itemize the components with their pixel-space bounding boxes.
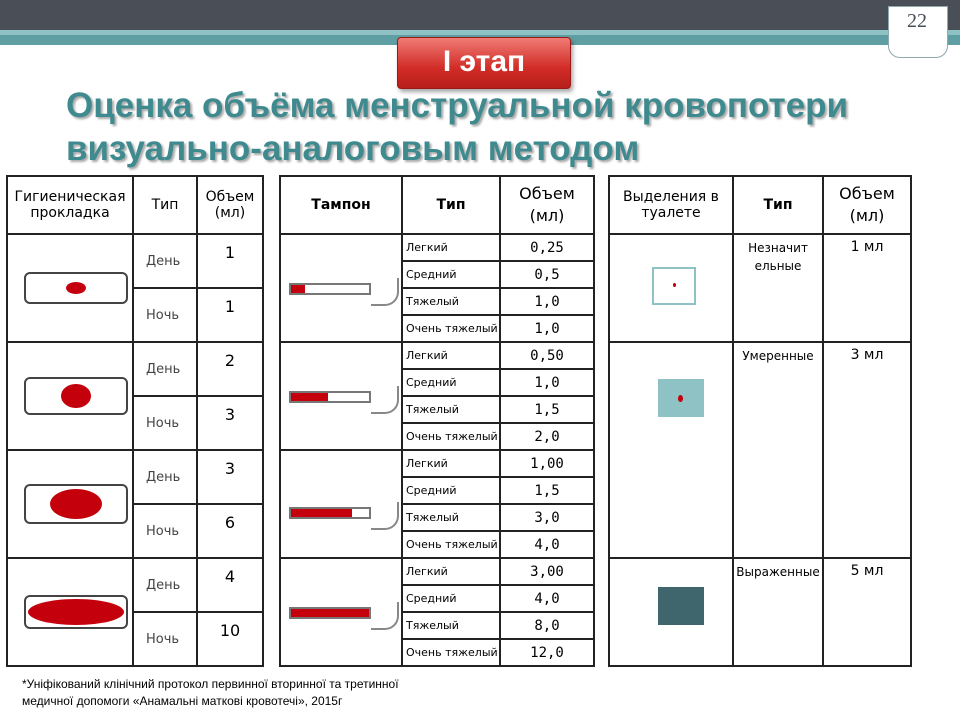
moderate-discharge-icon	[658, 379, 704, 417]
blood-spot-icon	[66, 282, 86, 294]
slide-number: 22	[907, 10, 927, 32]
toilet-type: Выраженные	[733, 558, 823, 666]
pad-icon	[24, 595, 128, 629]
pad-icon	[24, 272, 128, 304]
pad-image	[7, 450, 133, 558]
tampon-type: Легкий	[402, 234, 500, 261]
footnote-line-2: медичної допомоги «Анамальні маткові кровотечі», 2015г	[22, 694, 343, 708]
tampons-table	[279, 175, 595, 667]
tampon-volume: 1,0	[500, 315, 594, 342]
tampon-fill	[291, 393, 328, 401]
tampon-type: Легкий	[402, 558, 500, 585]
pad-volume: 2	[197, 342, 263, 396]
tampon-type: Легкий	[402, 450, 500, 477]
tampon-type: Очень тяжелый	[402, 423, 500, 450]
footnote	[22, 676, 582, 710]
pad-type: День	[133, 342, 197, 396]
tampon-type: Очень тяжелый	[402, 639, 500, 666]
tampon-volume: 0,50	[500, 342, 594, 369]
pad-volume: 4	[197, 558, 263, 612]
toilet-header-type: Тип	[733, 176, 823, 234]
pad-type: День	[133, 450, 197, 504]
slide-title	[66, 84, 926, 170]
tampon-type: Очень тяжелый	[402, 531, 500, 558]
toilet-table	[608, 175, 912, 667]
pad-icon	[24, 484, 128, 524]
pad-type: Ночь	[133, 612, 197, 666]
tampon-volume: 0,25	[500, 234, 594, 261]
tampon-fill	[291, 609, 369, 617]
tampon-volume: 4,0	[500, 531, 594, 558]
tampon-type: Тяжелый	[402, 504, 500, 531]
tampons-header-item: Тампон	[280, 176, 402, 234]
tampon-type: Легкий	[402, 342, 500, 369]
tampon-type: Тяжелый	[402, 612, 500, 639]
light-discharge-icon	[652, 267, 696, 305]
top-bar	[0, 0, 960, 30]
tampon-volume: 1,5	[500, 396, 594, 423]
tampons-header-volume: Объем (мл)	[500, 176, 594, 234]
tampon-volume: 3,0	[500, 504, 594, 531]
blood-spot-icon	[50, 489, 102, 519]
pads-table	[6, 175, 264, 667]
tampon-fill	[291, 509, 352, 517]
tampon-icon	[289, 391, 371, 403]
pad-volume: 10	[197, 612, 263, 666]
toilet-image	[609, 342, 733, 558]
tampon-type: Средний	[402, 477, 500, 504]
tampon-string-icon	[371, 278, 399, 306]
toilet-image	[609, 558, 733, 666]
pad-volume: 3	[197, 450, 263, 504]
pad-type: Ночь	[133, 504, 197, 558]
pad-icon	[24, 377, 128, 415]
pad-volume: 1	[197, 234, 263, 288]
tampon-volume: 2,0	[500, 423, 594, 450]
blood-spot-icon	[61, 384, 91, 408]
pad-type: День	[133, 234, 197, 288]
tampon-type: Очень тяжелый	[402, 315, 500, 342]
tampon-string-icon	[371, 386, 399, 414]
tampon-string-icon	[371, 602, 399, 630]
toilet-header-item: Выделения в туалете	[609, 176, 733, 234]
pad-volume: 1	[197, 288, 263, 342]
pad-volume: 6	[197, 504, 263, 558]
tampon-volume: 1,0	[500, 369, 594, 396]
toilet-volume: 1 мл	[823, 234, 911, 342]
tampon-volume: 1,0	[500, 288, 594, 315]
toilet-volume: 5 мл	[823, 558, 911, 666]
blood-spot-icon	[28, 599, 124, 625]
tampon-volume: 8,0	[500, 612, 594, 639]
tampon-image	[280, 234, 402, 342]
tampon-fill	[291, 285, 305, 293]
tampon-volume: 0,5	[500, 261, 594, 288]
toilet-volume: 3 мл	[823, 342, 911, 558]
toilet-image	[609, 234, 733, 342]
blood-spot-icon	[673, 283, 676, 287]
tampon-icon	[289, 607, 371, 619]
pad-type: Ночь	[133, 396, 197, 450]
pad-image	[7, 342, 133, 450]
tampon-icon	[289, 507, 371, 519]
tampon-volume: 3,00	[500, 558, 594, 585]
tampon-volume: 12,0	[500, 639, 594, 666]
tampons-header-type: Тип	[402, 176, 500, 234]
tampon-type: Тяжелый	[402, 396, 500, 423]
pads-header-volume: Объем (мл)	[197, 176, 263, 234]
stage-badge: I этап	[397, 37, 571, 89]
tampon-type: Средний	[402, 261, 500, 288]
tampon-volume: 1,00	[500, 450, 594, 477]
pads-header-type: Тип	[133, 176, 197, 234]
tampon-image	[280, 342, 402, 450]
footnote-line-1: *Уніфікований клінічний протокол первинної вторинної та третинної	[22, 677, 399, 691]
toilet-header-volume: Объем (мл)	[823, 176, 911, 234]
tampon-image	[280, 450, 402, 558]
tampon-string-icon	[371, 502, 399, 530]
heavy-discharge-icon	[658, 587, 704, 625]
tampon-volume: 4,0	[500, 585, 594, 612]
pad-image	[7, 558, 133, 666]
tampon-image	[280, 558, 402, 666]
tampon-type: Средний	[402, 585, 500, 612]
title-line-1: Оценка объёма менструальной кровопотери	[66, 86, 849, 125]
toilet-type: Незначительные	[733, 234, 823, 342]
pad-volume: 3	[197, 396, 263, 450]
tampon-type: Тяжелый	[402, 288, 500, 315]
pad-image	[7, 234, 133, 342]
tampon-type: Средний	[402, 369, 500, 396]
blood-spot-icon	[678, 395, 683, 402]
pad-type: Ночь	[133, 288, 197, 342]
toilet-type: Умеренные	[733, 342, 823, 558]
title-line-2: визуально-аналоговым методом	[66, 129, 640, 168]
pad-type: День	[133, 558, 197, 612]
pads-header-item: Гигиеническая прокладка	[7, 176, 133, 234]
tampon-volume: 1,5	[500, 477, 594, 504]
tampon-icon	[289, 283, 371, 295]
